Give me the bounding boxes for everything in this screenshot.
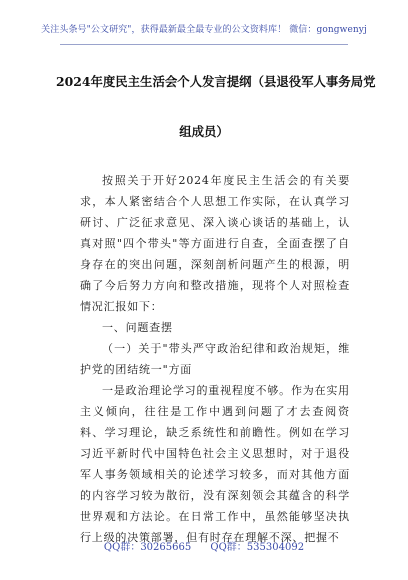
document-body: [80, 170, 350, 548]
section-heading-2: （一）关于"带头严守政治纪律和政治规矩，维护党的团结统一"方面: [80, 342, 350, 376]
document-title-line-2: 组成员）: [179, 124, 229, 139]
section-heading-1: 一、问题查摆: [102, 321, 173, 334]
body-paragraph: 一是政治理论学习的重视程度不够。作为在实用主义倾向，往往是工作中遇到问题了才去查阅资料、学习理论，缺乏系统性和前瞻性。例如在学习习近平新时代中国特色社会主义思想时，对于退役军人事务领域相关的论述学习较多，而对其他方面的内容学习较为散衍，没有深刻领会其蕴含的科学世界观和方法论。在日常工作中，虽然能够坚决执行上级的决策部署，但有时存在理解不深、把握不: [80, 384, 350, 544]
footer-qq-group-2: QQ群：535304092: [210, 542, 305, 553]
footer-qq-group-1: QQ群：30265665: [103, 542, 192, 553]
document-title-line-1: 2024年度民主生活会个人发言提纲（县退役军人事务局党: [56, 74, 376, 89]
intro-paragraph: 按照关于开好2024年度民主生活会的有关要求，本人紧密结合个人思想工作实际，在认真学习研讨、广泛征求意见、深入谈心谈话的基础上，认真对照"四个带头"等方面进行自查，全面查摆了自身存在的突出问题，深刻剖析问题产生的根源，明确了今后努力方向和整改措施，现将个人对照检查情况汇报如下：: [80, 174, 350, 313]
header-banner: 关注头条号"公文研究"，获得最新最全最专业的公文资料库！ 微信：gongwenyj: [41, 25, 367, 35]
footer: [0, 538, 408, 553]
header-divider: [60, 44, 348, 45]
